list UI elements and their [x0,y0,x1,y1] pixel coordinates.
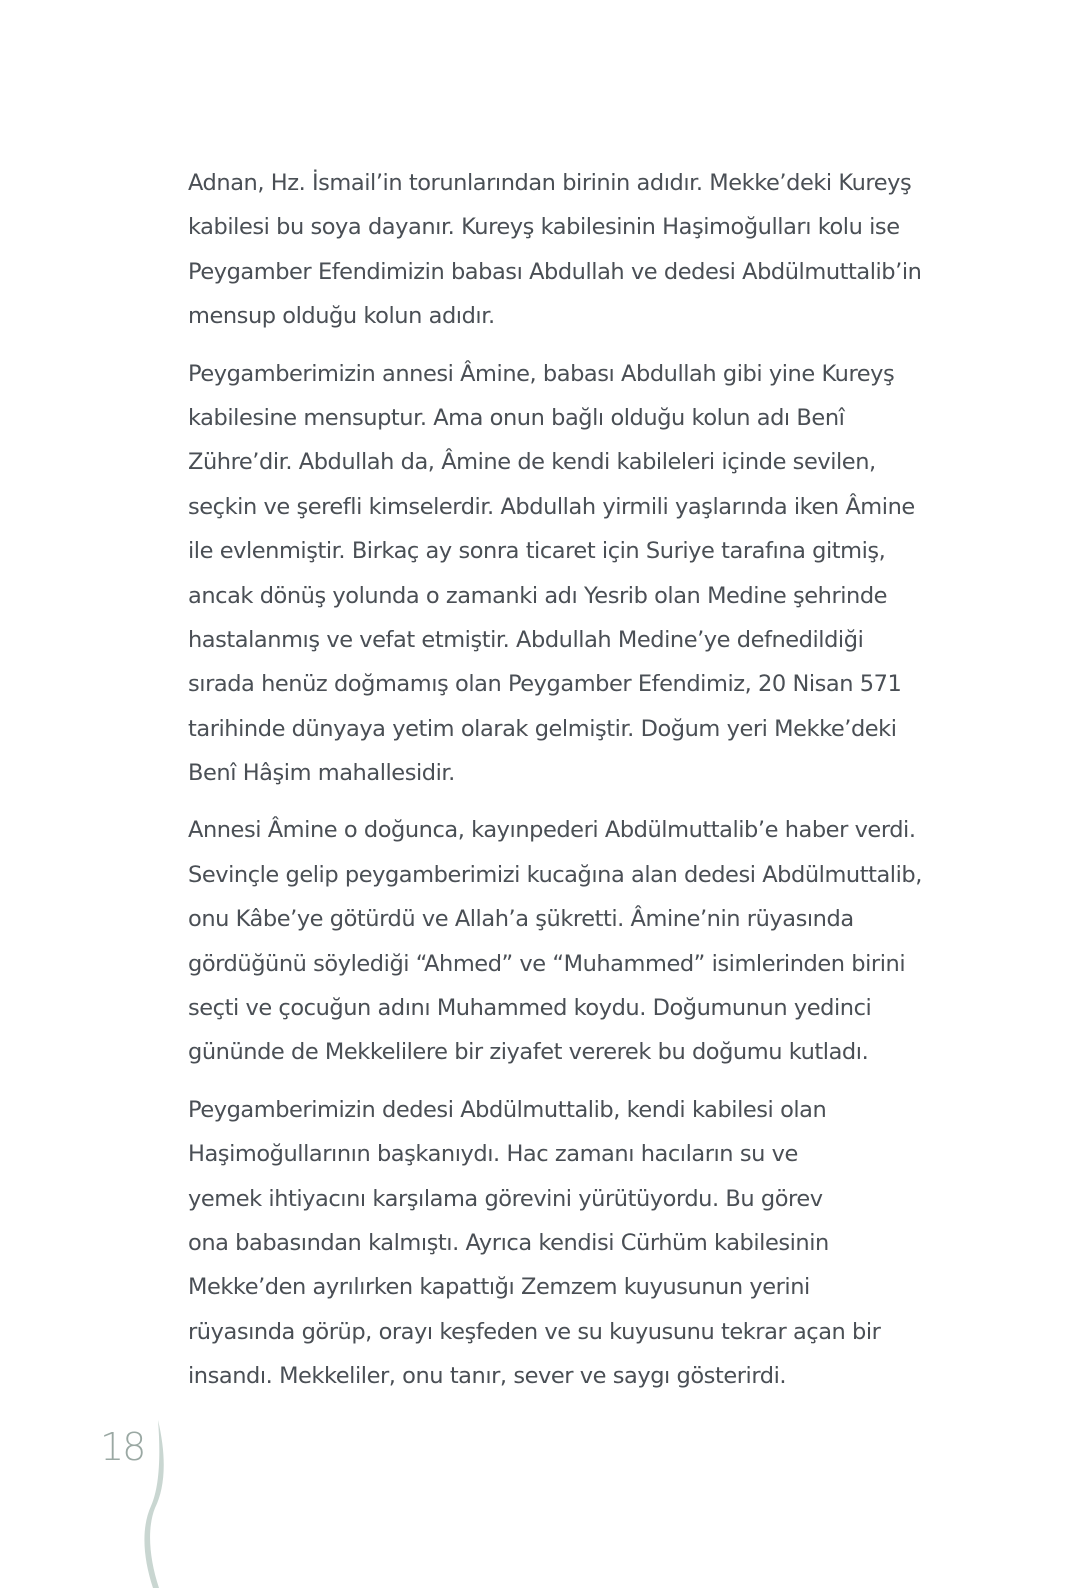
text-line: Zühre’dir. Abdullah da, Âmine de kendi kabileleri içinde sevilen, [188,449,876,476]
text-line: Peygamber Efendimizin babası Abdullah ve dedesi Abdülmuttalib’in [188,258,922,285]
paragraph [188,808,922,1074]
text-line: seçti ve çocuğun adını Muhammed koydu. Doğumunun yedinci [188,995,872,1022]
text-line: mensup olduğu kolun adıdır. [188,303,495,330]
paragraph [188,161,922,339]
page-number: 18 [100,1425,145,1469]
text-line: tarihinde dünyaya yetim olarak gelmiştir. Doğum yeri Mekke’deki [188,715,897,742]
text-line: Benî Hâşim mahallesidir. [188,760,455,787]
text-line: Mekke’den ayrılırken kapattığı Zemzem kuyusunun yerini [188,1274,810,1301]
text-line: yemek ihtiyacını karşılama görevini yürütüyordu. Bu görev [188,1185,823,1212]
text-line: kabilesine mensuptur. Ama onun bağlı olduğu kolun adı Benî [188,404,845,431]
text-line: kabilesi bu soya dayanır. Kureyş kabilesinin Haşimoğulları kolu ise [188,214,900,241]
text-line: hastalanmış ve vefat etmiştir. Abdullah Medine’ye defnedildiği [188,626,864,653]
text-line: seçkin ve şerefli kimselerdir. Abdullah yirmili yaşlarında iken Âmine [188,493,915,520]
body-text [188,161,922,1412]
text-line: ona babasından kalmıştı. Ayrıca kendisi Cürhüm kabilesinin [188,1229,829,1256]
ornament-leaf-shape [144,1420,163,1588]
text-line: sırada henüz doğmamış olan Peygamber Efendimiz, 20 Nisan 571 [188,671,902,698]
text-line: ile evlenmiştir. Birkaç ay sonra ticaret için Suriye tarafına gitmiş, [188,538,886,565]
ornament-leaf-icon [143,1418,173,1588]
text-line: Adnan, Hz. İsmail’in torunlarından birinin adıdır. Mekke’deki Kureyş [188,170,912,196]
paragraph [188,1088,888,1399]
paragraph [188,352,915,796]
text-line: Haşimoğullarının başkanıydı. Hac zamanı hacıların su ve [188,1141,798,1168]
text-line: ancak dönüş yolunda o zamanki adı Yesrib olan Medine şehrinde [188,582,888,609]
text-line: gününde de Mekkelilere bir ziyafet vererek bu doğumu kutladı. [188,1039,869,1066]
text-line: rüyasında görüp, orayı keşfeden ve su kuyusunu tekrar açan bir [188,1318,881,1345]
text-line: gördüğünü söylediği “Ahmed” ve “Muhammed” isimlerinden birini [188,950,906,977]
text-line: Sevinçle gelip peygamberimizi kucağına alan dedesi Abdülmuttalib, [188,861,922,888]
text-line: insandı. Mekkeliler, onu tanır, sever ve saygı gösterirdi. [188,1363,787,1390]
text-line: onu Kâbe’ye götürdü ve Allah’a şükretti. Âmine’nin rüyasında [188,906,854,933]
text-line: Peygamberimizin annesi Âmine, babası Abdullah gibi yine Kureyş [188,360,895,387]
text-line: Peygamberimizin dedesi Abdülmuttalib, kendi kabilesi olan [188,1096,827,1123]
text-line: Annesi Âmine o doğunca, kayınpederi Abdülmuttalib’e haber verdi. [188,817,916,844]
